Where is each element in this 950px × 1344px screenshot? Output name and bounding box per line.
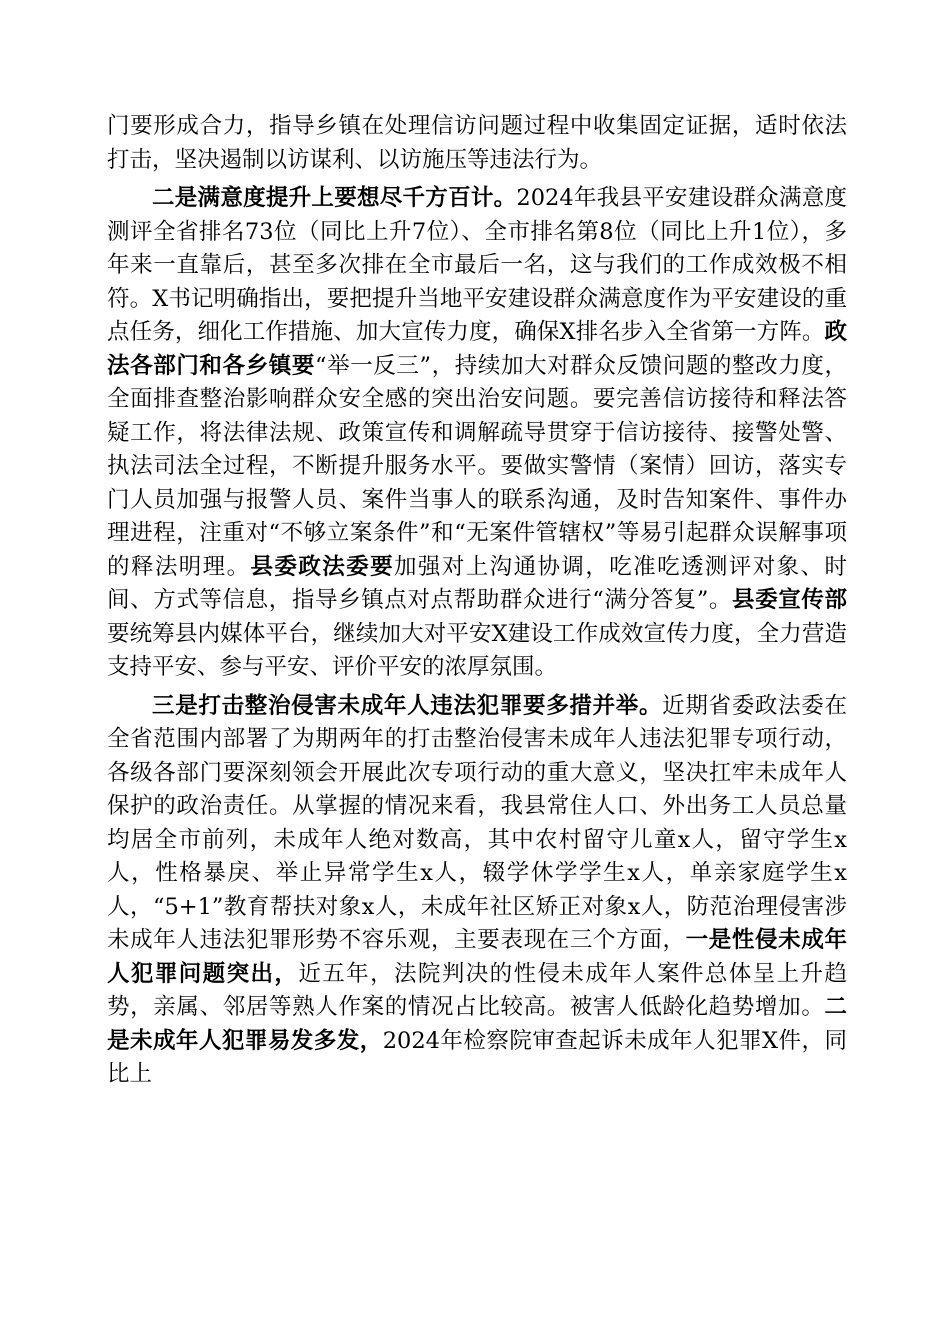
paragraph-2-text-2: “举一反三”，持续加大对群众反馈问题的整改力度，全面排查整治影响群众安全感的突出治安问题。要完善信访接待和释法答疑工作，将法律法规、政策宣传和调解疏导贯穿于信访接待、接警处警、执法司法全过程，不断提升服务水平。要做实警情（案情）回访，落实专门人员加强与报警人员、案件当事人的联系沟通，及时告知案件、事件办理进程，注重对“不够立案条件”和“无案件管辖权”等易引起群众误解事项的释法明理。 (107, 352, 847, 580)
paragraph-2-heading: 二是满意度提升上要想尽千方百计。 (152, 185, 517, 211)
paragraph-2-lead-xuanchuan: 县委宣传部 (732, 587, 847, 613)
paragraph-1 (107, 110, 847, 177)
paragraph-2-lead-zhengfa: 政法各部门和各乡镇要 (107, 319, 847, 379)
document-body (107, 110, 847, 1097)
paragraph-3 (107, 690, 847, 1092)
paragraph-2-lead-zhengfawei: 县委政法委要 (250, 553, 394, 580)
paragraph-3-text-3: 2024年检察院审查起诉未成年人犯罪X件，同比上 (107, 1027, 847, 1087)
paragraph-3-heading: 三是打击整治侵害未成年人违法犯罪要多措并举。 (152, 692, 663, 719)
paragraph-2-text-3: 加强对上沟通协调，吃准吃透测评对象、时间、方式等信息，指导乡镇点对点帮助群众进行“满分答复”。 (107, 553, 847, 613)
paragraph-2 (107, 182, 847, 685)
paragraph-2-text-4: 要统筹县内媒体平台，继续加大对平安X建设工作成效宣传力度，全力营造支持平安、参与平安、评价平安的浓厚氛围。 (107, 620, 847, 680)
paragraph-3-text-1: 近期省委政法委在全省范围内部署了为期两年的打击整治侵害未成年人违法犯罪专项行动，各级各部门要深刻领会开展此次专项行动的重大意义，坚决扛牢未成年人保护的政治责任。从掌握的情况来看，我县常住人口、外出务工人员总量均居全市前列，未成年人绝对数高，其中农村留守儿童x人，留守学生x人，性格暴戾、举止异常学生x人，辍学休学学生x人，单亲家庭学生x人，“5+1”教育帮扶对象x人，未成年社区矫正对象x人，防范治理侵害涉未成年人违法犯罪形势不容乐观，主要表现在三个方面， (107, 692, 847, 953)
paragraph-2-text-1: 2024年我县平安建设群众满意度测评全省排名73位（同比上升7位）、全市排名第8位（同比上升1位），多年来一直靠后，甚至多次排在全市最后一名，这与我们的工作成效极不相符。X书记明确指出，要把提升当地平安建设群众满意度作为平安建设的重点任务，细化工作措施、加大宣传力度，确保X排名步入全省第一方阵。 (107, 185, 847, 345)
paragraph-3-point-1: 一是性侵未成年人犯罪问题突出， (107, 927, 847, 987)
paragraph-1-text: 门要形成合力，指导乡镇在处理信访问题过程中收集固定证据，适时依法打击，坚决遏制以访谋利、以访施压等违法行为。 (107, 113, 847, 173)
paragraph-3-point-2: 二是未成年人犯罪易发多发， (107, 994, 847, 1054)
paragraph-3-text-2: 近五年，法院判决的性侵未成年人案件总体呈上升趋势，亲属、邻居等熟人作案的情况占比较高。被害人低龄化趋势增加。 (107, 960, 847, 1020)
